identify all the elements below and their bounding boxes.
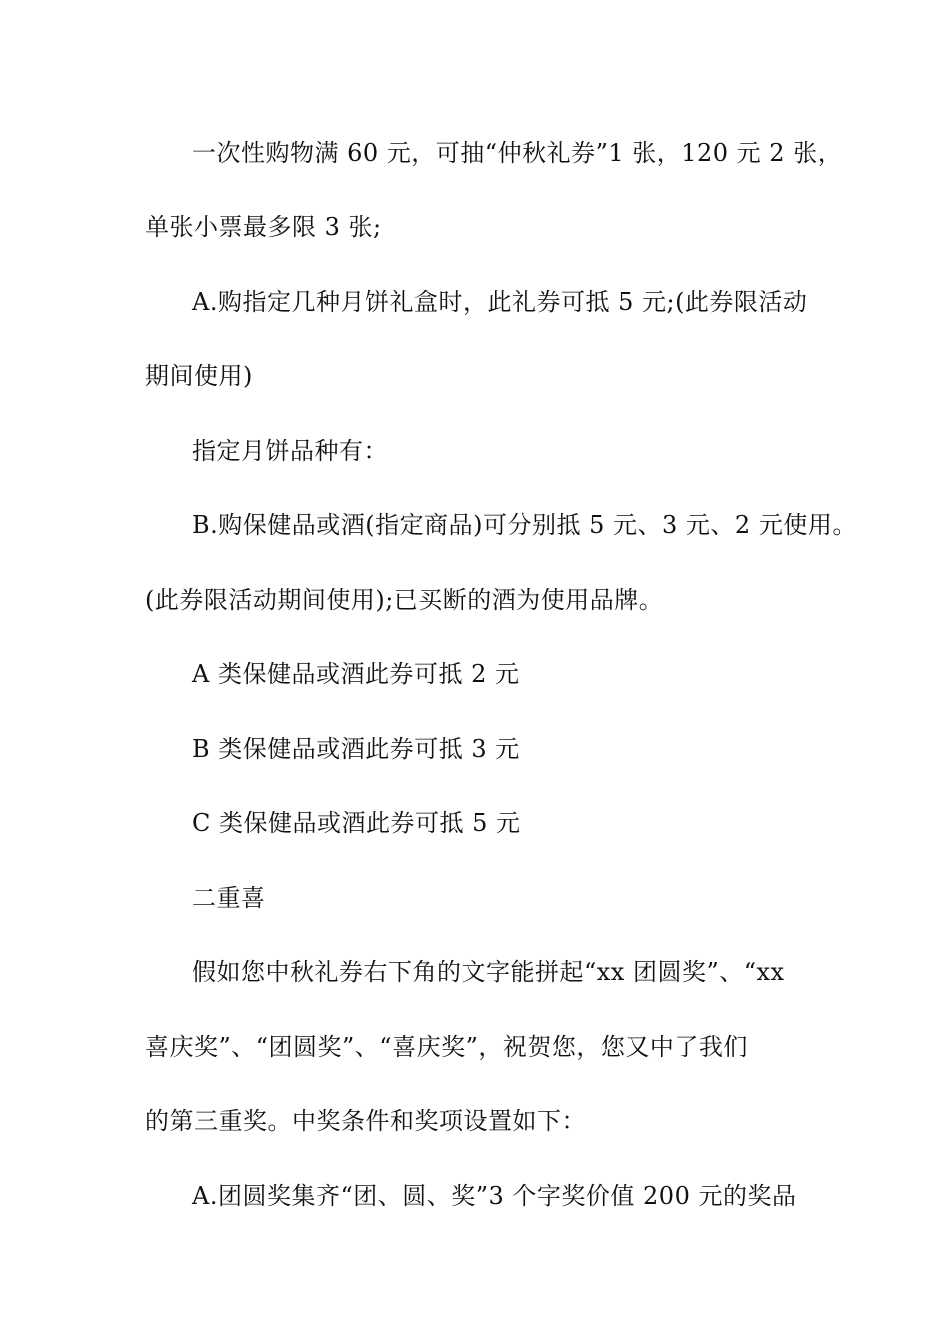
paragraph-line: 单张小票最多限 3 张; xyxy=(145,213,382,241)
paragraph-line: B.购保健品或酒(指定商品)可分别抵 5 元、3 元、2 元使用。 xyxy=(192,511,857,539)
paragraph-line: 喜庆奖”、“团圆奖”、“喜庆奖”，祝贺您，您又中了我们 xyxy=(145,1033,748,1061)
paragraph-line: 的第三重奖。中奖条件和奖项设置如下： xyxy=(145,1107,586,1135)
paragraph-line: A.团圆奖集齐“团、圆、奖”3 个字奖价值 200 元的奖品 xyxy=(192,1182,797,1210)
paragraph-line: 假如您中秋礼券右下角的文字能拼起“xx 团圆奖”、“xx xyxy=(192,958,785,986)
paragraph-line: B 类保健品或酒此券可抵 3 元 xyxy=(192,735,520,763)
paragraph-line: C 类保健品或酒此券可抵 5 元 xyxy=(192,809,521,837)
paragraph-line: 指定月饼品种有： xyxy=(192,437,388,465)
paragraph-line: A 类保健品或酒此券可抵 2 元 xyxy=(192,660,520,688)
paragraph-line: 一次性购物满 60 元，可抽“仲秋礼券”1 张，120 元 2 张， xyxy=(192,139,843,167)
section-heading: 二重喜 xyxy=(192,884,266,912)
paragraph-line: 期间使用) xyxy=(145,362,253,390)
paragraph-line: A.购指定几种月饼礼盒时，此礼券可抵 5 元;(此券限活动 xyxy=(192,288,808,316)
paragraph-line: (此券限活动期间使用);已买断的酒为使用品牌。 xyxy=(145,586,664,614)
